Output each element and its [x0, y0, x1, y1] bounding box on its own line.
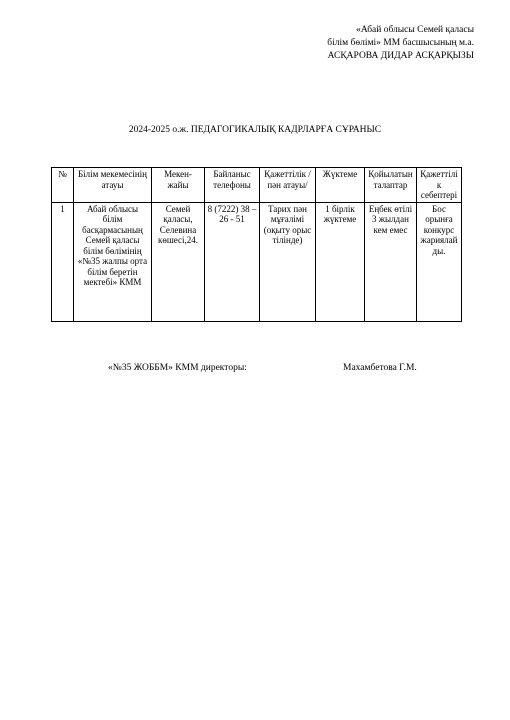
header-workload: Жүктеме: [316, 168, 365, 203]
director-position: «№35 ЖОББМ» КММ директоры:: [108, 363, 247, 373]
director-name: Махамбетова Г.М.: [343, 363, 417, 373]
cell-requirements: Еңбек өтілі 3 жылдан кем емес: [365, 202, 417, 321]
header-requirements: Қойылатын талаптар: [365, 168, 417, 203]
cell-reasons: Бос орынға конкурс жариялайды.: [417, 202, 462, 321]
addressee-line-1: «Абай облысы Семей қаласы: [356, 25, 474, 35]
cell-workload: 1 бірлік жүктеме: [316, 202, 365, 321]
header-reasons: Қажеттілік себептері: [417, 168, 462, 203]
header-address: Мекен-жайы: [152, 168, 205, 203]
cell-institution: Абай облысы білім басқармасының Семей қаласы білім бөлімінің «№35 жалпы орта білім беретін мектебі» КММ: [74, 202, 152, 321]
header-phone: Байланыс телефоны: [205, 168, 260, 203]
request-table: [51, 167, 462, 322]
header-institution: Білім мекемесінің атауы: [74, 168, 152, 203]
document-title: 2024-2025 о.ж. ПЕДАГОГИКАЛЫҚ КАДРЛАРҒА СҰРАНЫС: [128, 125, 382, 135]
addressee-line-2: білім бөлімі» ММ басшысының м.а.: [327, 38, 474, 48]
table-header-row: [52, 168, 462, 203]
cell-number: 1: [52, 202, 74, 321]
addressee-block: [327, 24, 474, 63]
table-row: [52, 202, 462, 321]
cell-address: Семей қаласы, Селевина көшесі,24.: [152, 202, 205, 321]
cell-need-subject: Тарих пән мұғалімі (оқыту орыс тілінде): [260, 202, 316, 321]
header-number: №: [52, 168, 74, 203]
cell-phone: 8 (7222) 38 – 26 - 51: [205, 202, 260, 321]
header-need-subject: Қажеттілік /пән атауы/: [260, 168, 316, 203]
addressee-line-3: АСҚАРОВА ДИДАР АСҚАРҚЫЗЫ: [327, 51, 474, 61]
